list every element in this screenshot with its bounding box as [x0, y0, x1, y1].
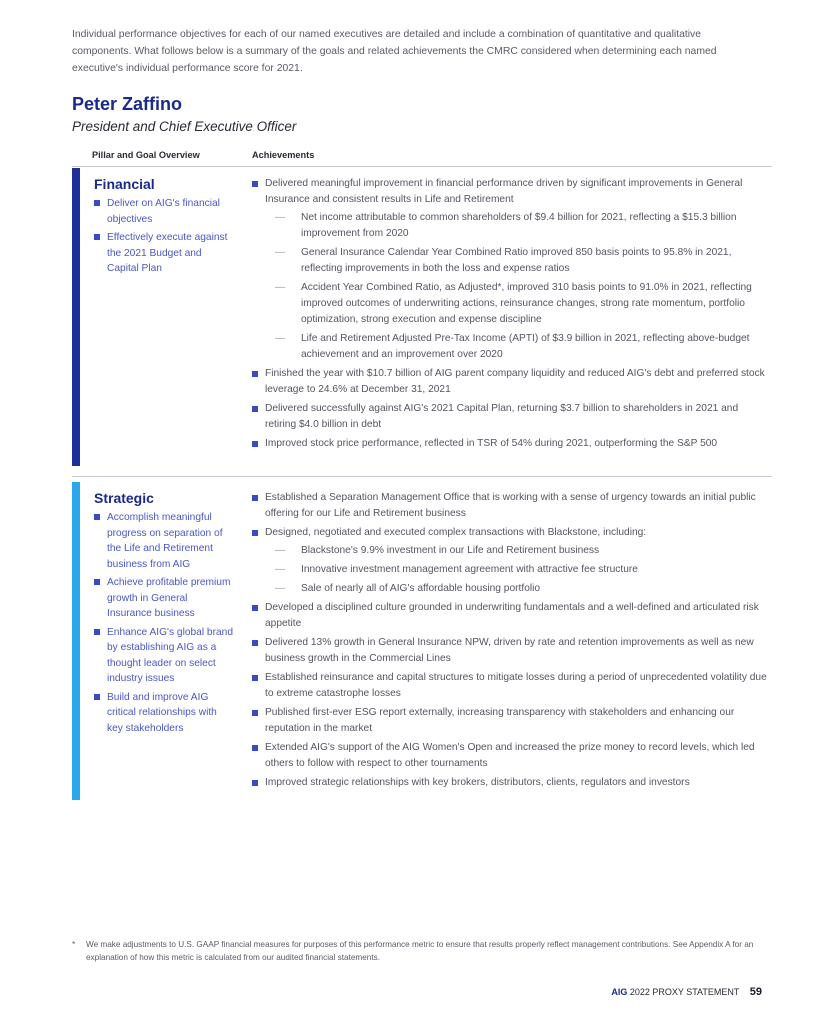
- square-bullet-icon: [94, 514, 100, 520]
- achievement-text: Delivered 13% growth in General Insurance NPW, driven by rate and retention improvements as well as new business growth in the Commercial Lines: [265, 637, 754, 664]
- pillar-goal-item: [94, 625, 234, 687]
- achievement-item: [252, 401, 767, 433]
- achievement-item: [252, 366, 767, 398]
- achievement-item: [252, 176, 767, 363]
- achievement-sub-item: [265, 581, 767, 597]
- footnote-text: We make adjustments to U.S. GAAP financial measures for purposes of this performance metric to ensure that results properly reflect management contributions. See Appendix A for an explanation of how this metric is calculated from our audited financial statements.: [86, 940, 754, 962]
- achievement-sub-item: [265, 562, 767, 578]
- dash-bullet-icon: —: [275, 545, 286, 556]
- dash-bullet-icon: —: [275, 212, 286, 223]
- financial-section: [72, 168, 772, 466]
- achievement-sub-text: General Insurance Calendar Year Combined Ratio improved 850 basis points to 95.8% in 2021, reflecting improvements in both the loss and expense ratios: [301, 247, 732, 274]
- square-bullet-icon: [252, 495, 258, 501]
- section-divider: [72, 476, 772, 477]
- achievement-item: [252, 740, 767, 772]
- executive-name: Peter Zaffino: [72, 94, 183, 114]
- column-header-achievements: Achievements: [252, 150, 315, 160]
- square-bullet-icon: [252, 640, 258, 646]
- page-footer: [611, 986, 762, 998]
- square-bullet-icon: [252, 710, 258, 716]
- pillar-column: [94, 490, 234, 739]
- achievement-sub-item: [265, 543, 767, 559]
- square-bullet-icon: [252, 745, 258, 751]
- achievement-item: [252, 775, 767, 791]
- dash-bullet-icon: —: [275, 333, 286, 344]
- achievement-sub-text: Accident Year Combined Ratio, as Adjusted*, improved 310 basis points to 91.0% in 2021, reflecting improved outcomes of underwriting actions, reinsurance changes, strong rate momentum, portfolio optimization, strong execution and expense discipline: [301, 282, 752, 325]
- achievement-sub-list: [265, 543, 767, 597]
- square-bullet-icon: [94, 234, 100, 240]
- achievement-list: [252, 176, 767, 452]
- achievement-sub-text: Sale of nearly all of AIG's affordable housing portfolio: [301, 583, 541, 594]
- square-bullet-icon: [94, 694, 100, 700]
- dash-bullet-icon: —: [275, 247, 286, 258]
- page-number: 59: [749, 986, 762, 998]
- strategic-section: [72, 482, 772, 800]
- achievement-item: [252, 705, 767, 737]
- dash-bullet-icon: —: [275, 583, 286, 594]
- footnote: [72, 938, 772, 964]
- section-accent-bar: [72, 168, 80, 466]
- achievement-text: Extended AIG's support of the AIG Women's Open and increased the prize money to record levels, which led others to follow with respect to other tournaments: [265, 742, 755, 769]
- achievement-item: [252, 670, 767, 702]
- achievements-column: [252, 490, 767, 794]
- pillar-goal-item: [94, 196, 234, 227]
- achievement-text: Delivered successfully against AIG's 2021 Capital Plan, returning $3.7 billion to shareholders in 2021 and retiring $4.0 billion in debt: [265, 403, 739, 430]
- pillar-goal-item: [94, 690, 234, 737]
- pillar-goal-item: [94, 575, 234, 622]
- square-bullet-icon: [252, 181, 258, 187]
- square-bullet-icon: [94, 200, 100, 206]
- pillar-goal-item: [94, 230, 234, 277]
- pillar-goal-text: Achieve profitable premium growth in General Insurance business: [107, 577, 231, 619]
- achievement-text: Finished the year with $10.7 billion of AIG parent company liquidity and reduced AIG's debt and preferred stock leverage to 24.6% at December 31, 2021: [265, 368, 765, 395]
- achievement-sub-text: Innovative investment management agreement with attractive fee structure: [301, 564, 638, 575]
- square-bullet-icon: [94, 579, 100, 585]
- achievement-text: Improved stock price performance, reflected in TSR of 54% during 2021, outperforming the S&P 500: [265, 438, 718, 449]
- pillar-goal-item: [94, 510, 234, 572]
- header-divider: [72, 166, 772, 167]
- achievement-item: [252, 436, 767, 452]
- achievement-text: Designed, negotiated and executed complex transactions with Blackstone, including:: [265, 527, 647, 538]
- achievement-text: Improved strategic relationships with key brokers, distributors, clients, regulators and investors: [265, 777, 690, 788]
- achievement-text: Published first-ever ESG report externally, increasing transparency with stakeholders and enhancing our reputation in the market: [265, 707, 735, 734]
- pillar-goal-text: Deliver on AIG's financial objectives: [107, 198, 220, 225]
- achievement-sub-item: [265, 210, 767, 242]
- square-bullet-icon: [94, 629, 100, 635]
- achievement-sub-list: [265, 210, 767, 363]
- executive-title: President and Chief Executive Officer: [72, 119, 297, 134]
- section-title: Financial: [94, 176, 155, 192]
- square-bullet-icon: [252, 441, 258, 447]
- achievement-text: Delivered meaningful improvement in financial performance driven by significant improvements in General Insurance and consistent results in Life and Retirement: [265, 178, 743, 205]
- square-bullet-icon: [252, 371, 258, 377]
- square-bullet-icon: [252, 780, 258, 786]
- section-title: Strategic: [94, 490, 154, 506]
- footer-brand: AIG: [611, 987, 628, 997]
- pillar-list: [94, 510, 234, 736]
- achievement-item: [252, 490, 767, 522]
- dash-bullet-icon: —: [275, 282, 286, 293]
- intro-paragraph: Individual performance objectives for each of our named executives are detailed and include a combination of quantitative and qualitative components. What follows below is a summary of the goals and related achievements the CMRC considered when determining each named executive's individual performance score for 2021.: [72, 29, 717, 74]
- pillar-goal-text: Enhance AIG's global brand by establishing AIG as a thought leader on select industry issues: [107, 626, 233, 684]
- achievement-sub-text: Life and Retirement Adjusted Pre-Tax Income (APTI) of $3.9 billion in 2021, reflecting above-budget achievement and an improvement over 2020: [301, 333, 750, 360]
- achievement-item: [252, 600, 767, 632]
- achievement-sub-text: Net income attributable to common shareholders of $9.4 billion for 2021, reflecting a $15.3 billion improvement from 2020: [301, 212, 737, 239]
- column-header-pillar: Pillar and Goal Overview: [92, 150, 200, 160]
- square-bullet-icon: [252, 605, 258, 611]
- pillar-list: [94, 196, 234, 277]
- dash-bullet-icon: —: [275, 564, 286, 575]
- achievement-text: Established a Separation Management Office that is working with a sense of urgency towards an initial public offering for our Life and Retirement business: [265, 492, 756, 519]
- pillar-column: [94, 176, 234, 280]
- pillar-goal-text: Build and improve AIG critical relationships with key stakeholders: [107, 691, 217, 734]
- footnote-mark: *: [72, 940, 76, 949]
- achievement-sub-item: [265, 245, 767, 277]
- achievement-text: Developed a disciplined culture grounded in underwriting fundamentals and a well-defined and articulated risk appetite: [265, 602, 759, 629]
- achievement-sub-text: Blackstone's 9.9% investment in our Life and Retirement business: [301, 545, 600, 556]
- square-bullet-icon: [252, 406, 258, 412]
- section-accent-bar: [72, 482, 80, 800]
- achievement-item: [252, 525, 767, 597]
- square-bullet-icon: [252, 530, 258, 536]
- pillar-goal-text: Effectively execute against the 2021 Budget and Capital Plan: [107, 232, 228, 274]
- achievement-item: [252, 635, 767, 667]
- square-bullet-icon: [252, 675, 258, 681]
- pillar-goal-text: Accomplish meaningful progress on separation of the Life and Retirement business from AIG: [107, 512, 223, 570]
- achievement-sub-item: [265, 331, 767, 363]
- achievements-column: [252, 176, 767, 455]
- achievement-sub-item: [265, 280, 767, 328]
- achievement-text: Established reinsurance and capital structures to mitigate losses during a period of unprecedented volatility due to extreme catastrophe losses: [265, 672, 767, 699]
- achievement-list: [252, 490, 767, 791]
- footer-document: 2022 PROXY STATEMENT: [629, 987, 740, 997]
